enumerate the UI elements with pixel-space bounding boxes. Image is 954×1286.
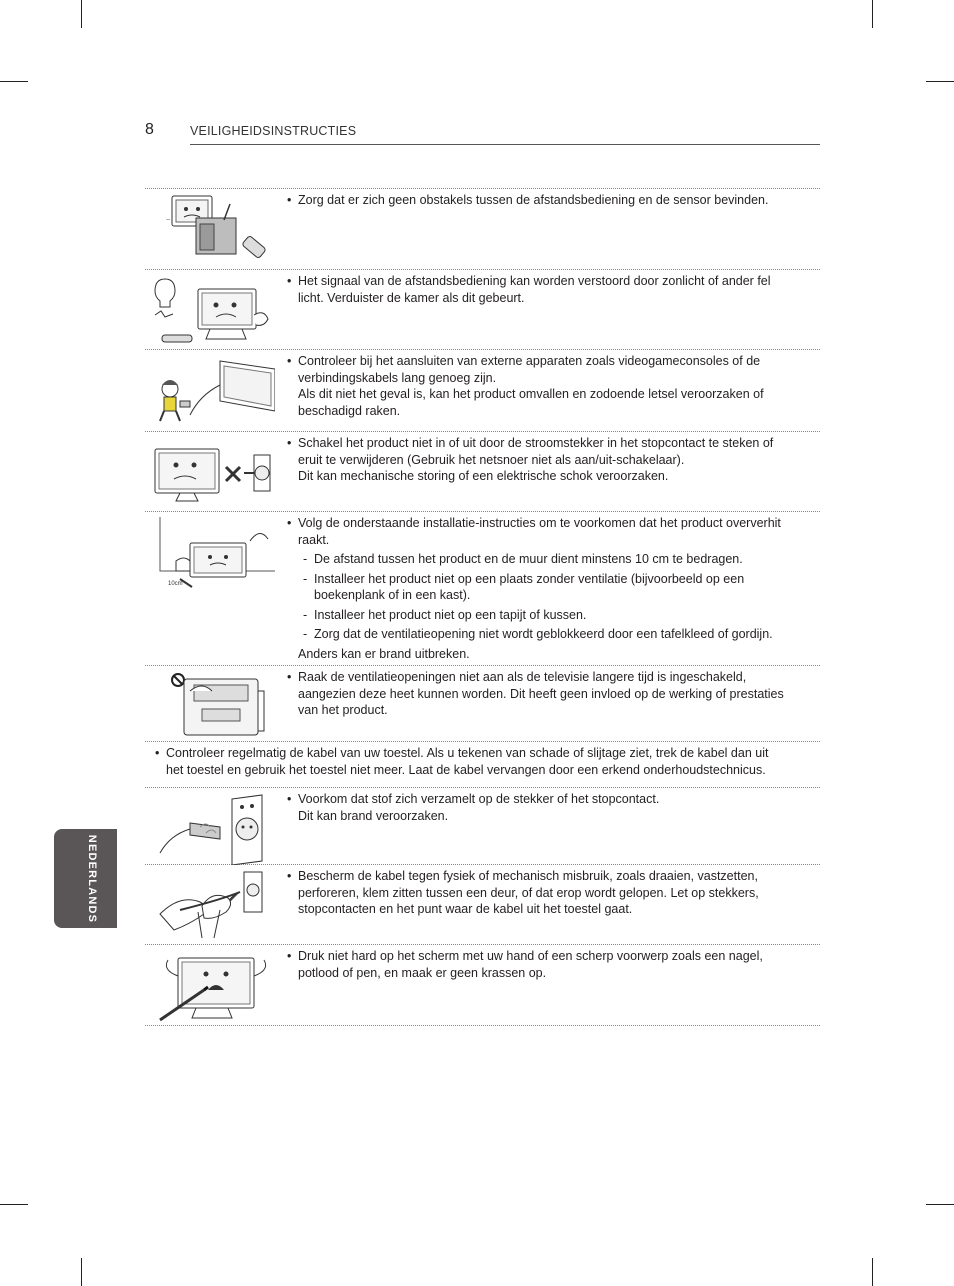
tv-remote-obstacle-icon	[150, 194, 275, 266]
text-line: - De afstand tussen het product en de muur dient minstens 10 cm te bedragen.	[314, 552, 743, 566]
text-line: raakt.	[298, 532, 330, 547]
instruction-text	[287, 353, 817, 419]
text-line: • Controleer regelmatig de kabel van uw toestel. Als u tekenen van schade of slijtage ziet, trek de kabel dan uit	[166, 746, 769, 760]
child-pulling-cable-icon	[150, 355, 275, 427]
sub-item	[287, 607, 817, 624]
text-line: boekenplank of in een kast).	[314, 588, 471, 602]
text-line: Als dit niet het geval is, kan het product omvallen en zodoende letsel veroorzaken of	[298, 387, 764, 401]
safety-item	[145, 865, 820, 944]
text-line: • Voorkom dat stof zich verzamelt op de stekker of het stopcontact.	[298, 792, 660, 806]
text-line: licht. Verduister de kamer als dit gebeurt.	[298, 290, 525, 305]
instruction-text	[287, 948, 817, 981]
instruction-text	[287, 273, 817, 306]
text-line: potlood of pen, en maak er geen krassen op.	[298, 965, 547, 980]
crop-mark	[926, 81, 954, 82]
sub-item	[287, 571, 817, 604]
text-line: het toestel en gebruik het toestel niet meer. Laat de kabel vervangen door een erkend onderhoudstechnicus.	[166, 762, 766, 777]
page-number: 8	[145, 121, 154, 138]
safety-item	[145, 666, 820, 741]
safety-item	[145, 788, 820, 864]
safety-item	[145, 742, 820, 787]
instruction-text	[287, 192, 817, 209]
language-tab	[54, 829, 117, 928]
row-divider	[145, 1025, 820, 1026]
text-line: van het product.	[298, 703, 388, 717]
safety-item	[145, 350, 820, 431]
text-line: - Zorg dat de ventilatieopening niet wordt geblokkeerd door een tafelkleed of gordijn.	[314, 627, 773, 641]
crop-mark	[926, 1204, 954, 1205]
text-line: - Installeer het product niet op een tapijt of kussen.	[314, 607, 587, 622]
icon-label: 10cm	[168, 581, 183, 587]
trailing-note: Anders kan er brand uitbreken.	[298, 646, 470, 661]
text-line: • Bescherm de kabel tegen fysiek of mechanisch misbruik, zoals draaien, vastzetten,	[298, 869, 758, 883]
text-line: stopcontacten en het punt waar de kabel uit het toestel gaat.	[298, 902, 633, 916]
crop-mark	[872, 0, 873, 28]
no-touch-vents-icon	[150, 671, 275, 743]
text-line: Dit kan mechanische storing of een elektrische schok veroorzaken.	[298, 469, 669, 483]
safety-item	[145, 189, 820, 269]
language-tab-label: NEDERLANDS	[86, 834, 98, 923]
text-line: eruit te verwijderen (Gebruik het netsnoer niet als aan/uit-schakelaar).	[298, 452, 685, 467]
safety-item	[145, 432, 820, 511]
screen-scratch-pen-icon	[150, 950, 275, 1022]
instruction-text	[287, 791, 817, 824]
wall-distance-ventilation-icon	[150, 517, 275, 589]
instruction-text	[287, 435, 817, 485]
text-line: aangezien deze heet kunnen worden. Dit heeft geen invloed op de werking of prestaties	[298, 686, 784, 701]
text-line: Dit kan brand veroorzaken.	[298, 808, 449, 823]
sub-item	[287, 626, 817, 643]
damaged-cable-hands-icon	[150, 870, 275, 942]
section-title: VEILIGHEIDSINSTRUCTIES	[190, 124, 357, 138]
text-line: • Controleer bij het aansluiten van externe apparaten zoals videogameconsoles of de	[298, 354, 761, 368]
crop-mark	[81, 0, 82, 28]
safety-item	[145, 945, 820, 1025]
safety-item	[145, 512, 820, 665]
text-line: - Installeer het product niet op een plaats zonder ventilatie (bijvoorbeeld op een	[314, 571, 745, 586]
safety-item	[145, 270, 820, 349]
crop-mark	[872, 1258, 873, 1286]
sunlight-remote-interference-icon	[150, 275, 275, 347]
text-line: • Het signaal van de afstandsbediening kan worden verstoord door zonlicht of ander fel	[298, 274, 771, 288]
instruction-text	[287, 515, 817, 662]
header-rule	[190, 144, 820, 145]
dusty-plug-outlet-icon	[150, 793, 275, 865]
instruction-text	[155, 745, 815, 778]
text-line: verbindingskabels lang genoeg zijn.	[298, 370, 497, 385]
text-line: • Zorg dat er zich geen obstakels tussen de afstandsbediening en de sensor bevinden.	[298, 193, 769, 207]
text-line: beschadigd raken.	[298, 403, 401, 418]
instruction-text	[287, 868, 817, 918]
crop-mark	[0, 81, 28, 82]
text-line: • Druk niet hard op het scherm met uw hand of een scherp voorwerp zoals een nagel,	[298, 949, 763, 963]
crop-mark	[0, 1204, 28, 1205]
text-line: • Schakel het product niet in of uit door de stroomstekker in het stopcontact te steken of	[298, 436, 774, 450]
crop-mark	[81, 1258, 82, 1286]
power-plug-no-switch-icon	[150, 437, 275, 509]
text-line: • Volg de onderstaande installatie-instructies om te voorkomen dat het product oververhit	[298, 516, 781, 530]
instruction-text	[287, 669, 817, 719]
text-line: • Raak de ventilatieopeningen niet aan als de televisie langere tijd is ingeschakeld,	[298, 670, 747, 684]
text-line: perforeren, klem zitten tussen een deur, of dat erop wordt gelopen. Let op stekkers,	[298, 885, 759, 900]
sub-item	[287, 551, 817, 568]
svg-text:~: ~	[166, 217, 171, 224]
